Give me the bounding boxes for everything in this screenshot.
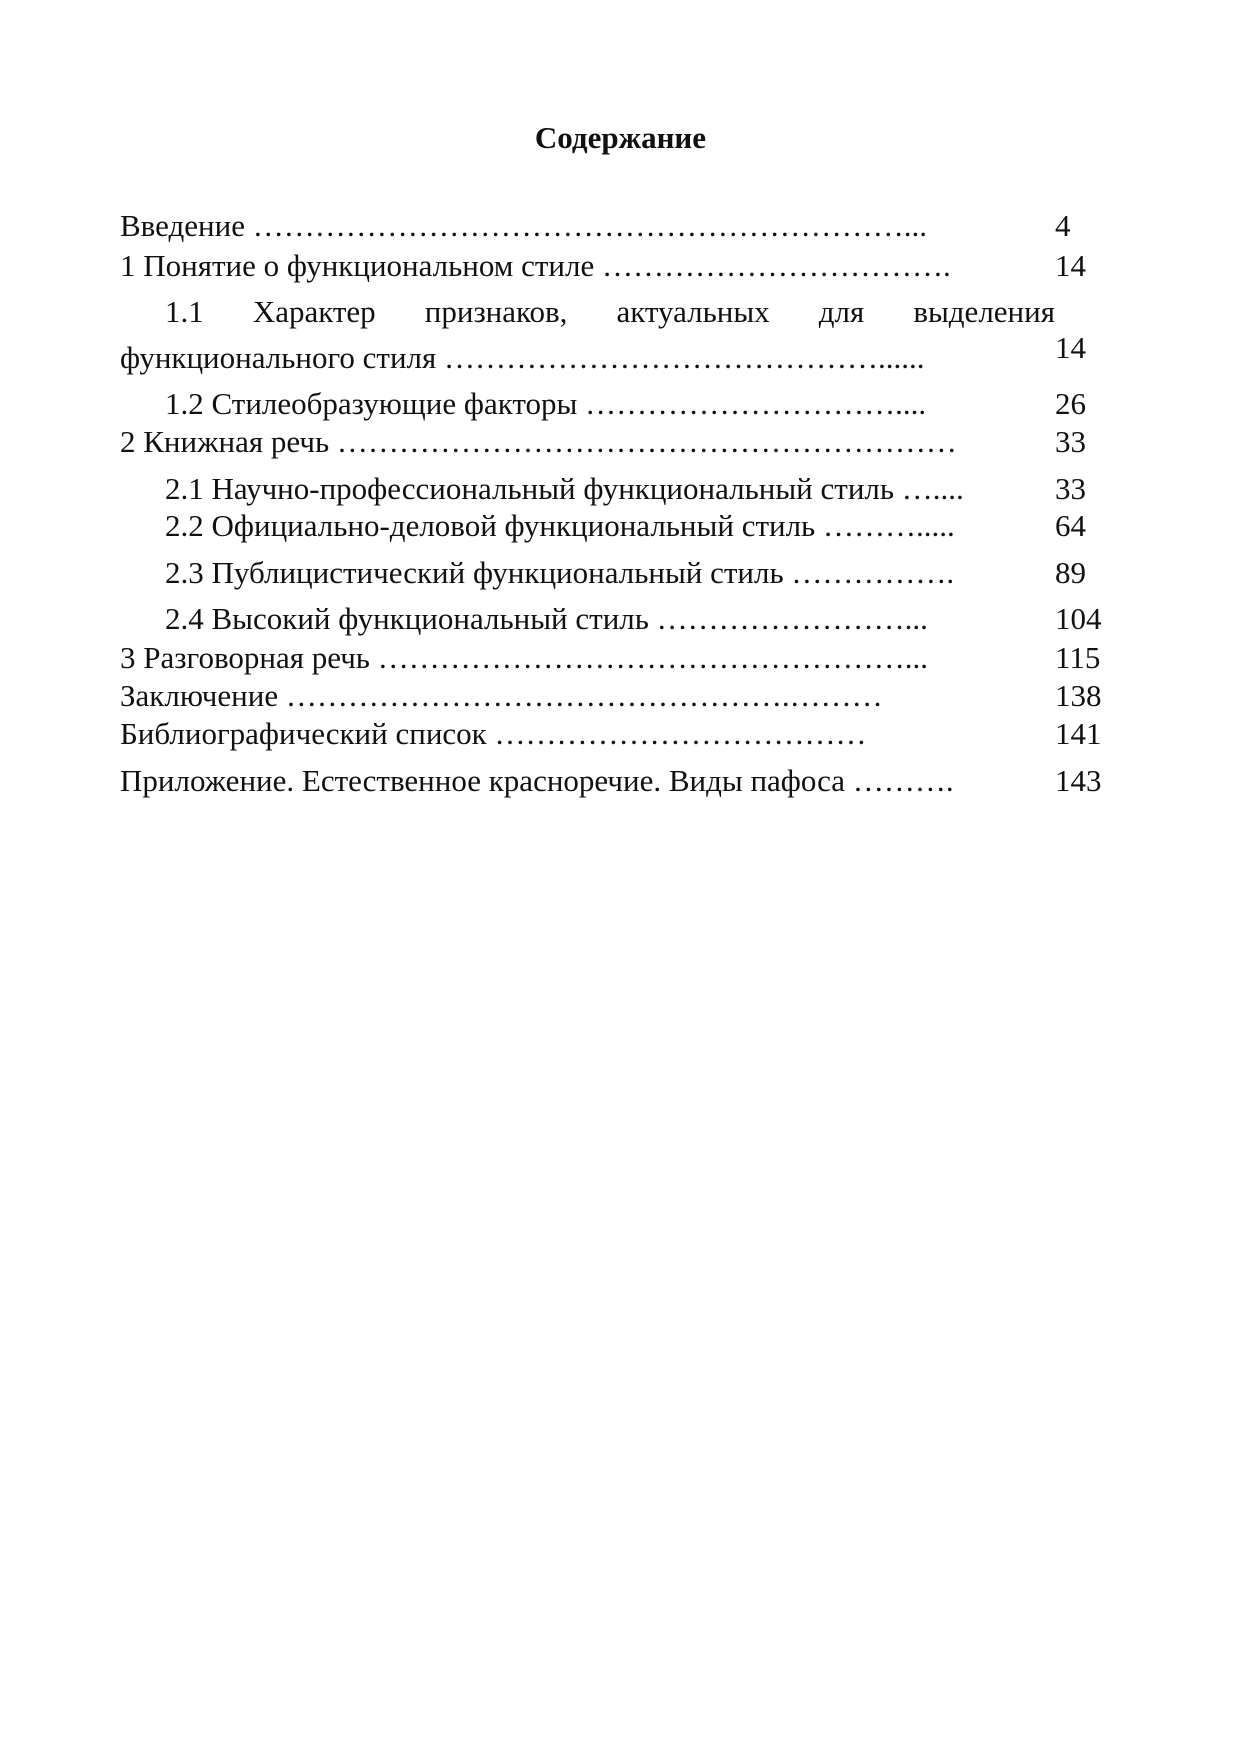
toc-entry-text: 1 Понятие о функциональном стиле ……………………………. [120,248,951,283]
toc-entry-page: 14 [1055,248,1086,283]
toc-entry-text: 1.2 Стилеобразующие факторы ………………………….... [165,386,927,421]
toc-entry-text: 2 Книжная речь …………………………………………………… [120,424,957,459]
toc-entry-section-2-4 [120,599,1120,639]
toc-entry-page: 89 [1055,555,1086,590]
toc-entry-section-1-1 [120,292,1120,378]
toc-entry-section-2-3 [120,553,1120,593]
toc-entry-page: 4 [1055,208,1071,243]
document-title: Содержание [534,120,707,155]
toc-entry-text: 2.2 Официально-деловой функциональный стиль ………..... [165,508,955,543]
toc-entry-introduction [120,206,1120,246]
toc-entry-chapter-2 [120,422,1120,462]
toc-entry-text: Библиографический список ……………………………… [120,716,867,751]
toc-entry-section-1-2 [120,384,1120,424]
toc-entry-page: 26 [1055,386,1086,421]
toc-entry-text: Введение ………………………………………………………... [120,208,927,243]
toc-entry-page: 104 [1055,601,1102,636]
toc-entry-text: 2.4 Высокий функциональный стиль ……………………... [165,601,928,636]
toc-entry-text: 3 Разговорная речь ……………………………………………... [120,640,928,675]
toc-entry-text: Заключение ………………………………………….……… [120,678,883,713]
toc-entry-text: 2.3 Публицистический функциональный стиль ……………. [165,555,955,590]
toc-entry-text: Приложение. Естественное красноречие. Виды пафоса ………. [120,763,954,798]
toc-entry-section-2-1 [120,469,1120,509]
toc-entry-conclusion [120,676,1120,716]
toc-entry-page: 143 [1055,763,1102,798]
toc-entry-page: 33 [1055,424,1086,459]
toc-entry-page: 141 [1055,716,1102,751]
toc-entry-appendix [120,761,1120,801]
toc-entry-page: 14 [1055,330,1086,365]
toc-entry-page: 64 [1055,508,1086,543]
toc-entry-page: 33 [1055,471,1086,506]
toc-entry-chapter-1 [120,246,1120,286]
toc-entry-page: 138 [1055,678,1102,713]
toc-entry-text-line2: функционального стиля ……………………………………...... [120,340,925,375]
toc-entry-text: 2.1 Научно-профессиональный функциональный стиль ….... [165,471,964,506]
toc-entry-text-line1: 1.1 Характер признаков, актуальных для выделения [165,294,1055,329]
toc-entry-section-2-2 [120,506,1120,546]
toc-entry-page: 115 [1055,640,1101,675]
toc-entry-chapter-3 [120,638,1120,678]
toc-entry-bibliography [120,714,1120,754]
